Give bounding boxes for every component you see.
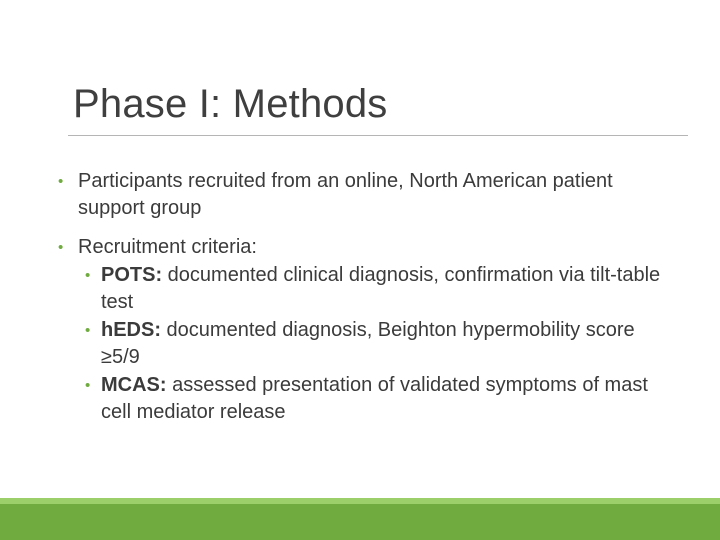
bullet-dot-icon: • — [85, 322, 91, 339]
bullet-text: Recruitment criteria: — [78, 236, 257, 258]
sub-bullet-text — [101, 262, 666, 316]
sub-bullet-text — [101, 372, 666, 426]
bullet-dot-icon: • — [58, 173, 64, 190]
bullet-dot-icon: • — [85, 377, 91, 394]
criterion-description: assessed presentation of validated symptoms of mast cell mediator release — [101, 374, 648, 423]
slide-body — [56, 168, 666, 438]
sub-bullet-pots — [56, 262, 666, 316]
criterion-description: documented diagnosis, Beighton hypermobility score ≥5/9 — [101, 319, 635, 368]
sub-bullet-text — [101, 317, 666, 371]
criterion-label: MCAS: — [101, 374, 167, 396]
bullet-participants — [56, 168, 666, 222]
bullet-dot-icon: • — [85, 267, 91, 284]
slide-title: Phase I: Methods — [73, 82, 388, 126]
sub-bullet-heds — [56, 317, 666, 371]
criterion-description: documented clinical diagnosis, confirmation via tilt-table test — [101, 264, 661, 313]
footer-bar — [0, 504, 720, 540]
bullet-text: Participants recruited from an online, North American patient support group — [78, 170, 613, 219]
bullet-recruitment-criteria — [56, 234, 666, 426]
criterion-label: hEDS: — [101, 319, 161, 341]
criterion-label: POTS: — [101, 264, 163, 286]
sub-bullet-mcas — [56, 372, 666, 426]
title-divider — [68, 135, 688, 136]
bullet-dot-icon: • — [58, 239, 64, 256]
